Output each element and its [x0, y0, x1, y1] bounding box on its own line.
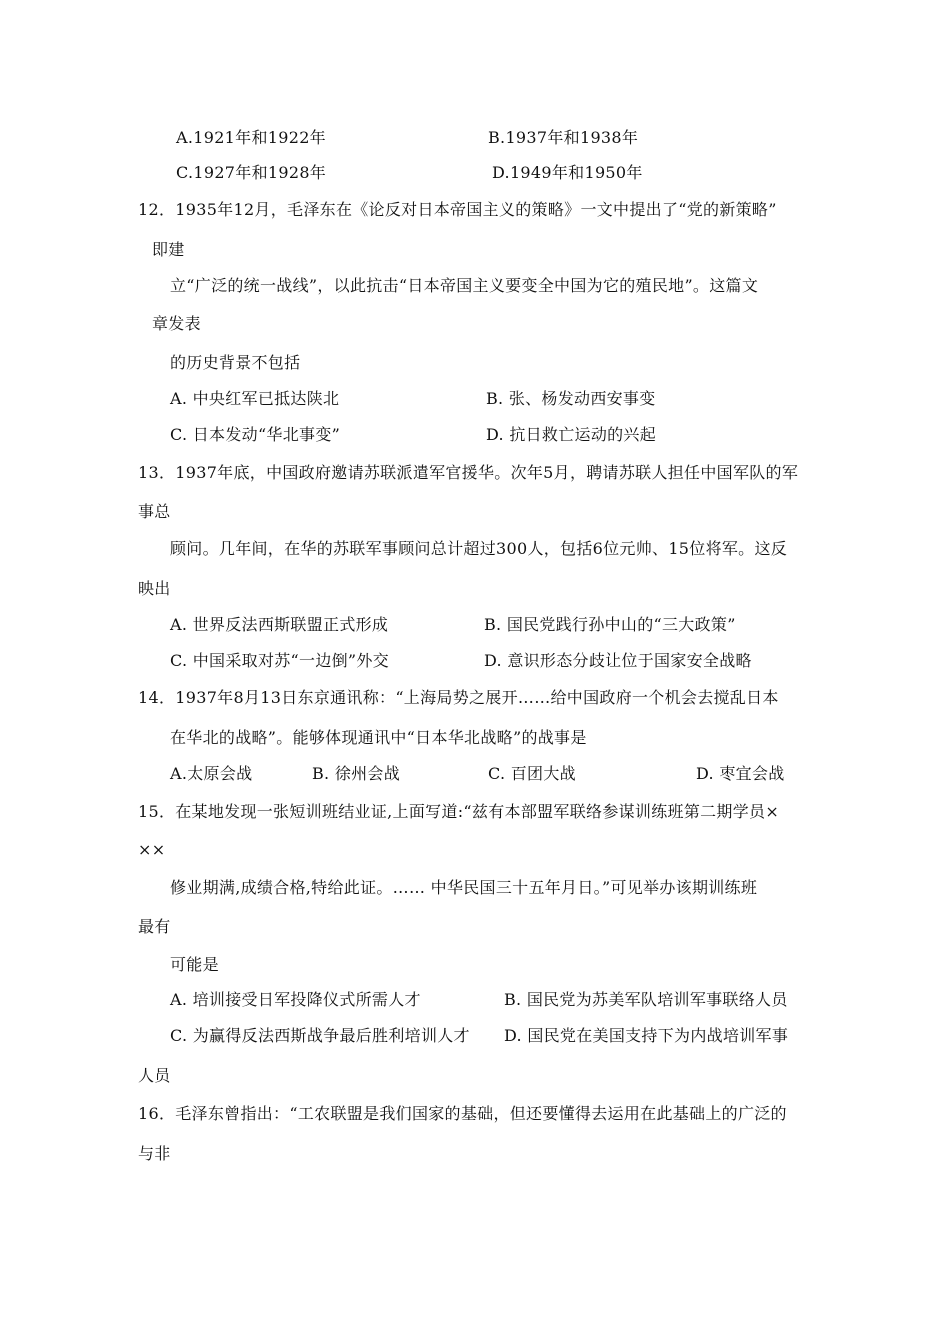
- q14-stem-line-2: 在华北的战略”。能够体现通讯中“日本华北战略”的战事是: [170, 728, 587, 747]
- q15-stem-line-3: 修业期满,成绩合格,特给此证。…… 中华民国三十五年月日。”可见举办该期训练班: [170, 878, 758, 897]
- q12-stem-line-2: 即建: [152, 240, 185, 259]
- q16-stem-line-2: 与非: [138, 1144, 171, 1163]
- q15-stem-line-1: 15．在某地发现一张短训班结业证,上面写道:“兹有本部盟军联络参谋训练班第二期学员×: [138, 802, 780, 821]
- q13-option-b: B. 国民党践行孙中山的“三大政策”: [484, 615, 736, 634]
- q12-option-b: B. 张、杨发动西安事变: [486, 389, 656, 408]
- q15-stem-line-4: 最有: [138, 917, 171, 936]
- q13-stem-line-1: 13．1937年底，中国政府邀请苏联派遣军官援华。次年5月，聘请苏联人担任中国军队的军: [138, 463, 799, 482]
- q15-option-a: A. 培训接受日军投降仪式所需人才: [170, 990, 421, 1009]
- q12-stem-line-4: 章发表: [152, 314, 201, 333]
- q11-option-d: D.1949年和1950年: [492, 163, 643, 182]
- q15-stem-line-5: 可能是: [170, 955, 219, 974]
- q13-option-d: D. 意识形态分歧让位于国家安全战略: [484, 651, 752, 670]
- q12-option-c: C. 日本发动“华北事变”: [170, 425, 341, 444]
- q11-option-b: B.1937年和1938年: [488, 128, 639, 147]
- q15-stem-line-2: ××: [138, 840, 166, 859]
- q13-option-a: A. 世界反法西斯联盟正式形成: [170, 615, 389, 634]
- q14-option-b: B. 徐州会战: [312, 764, 401, 783]
- q12-stem-line-5: 的历史背景不包括: [170, 353, 301, 372]
- q15-option-c: C. 为赢得反法西斯战争最后胜利培训人才: [170, 1026, 470, 1045]
- q13-stem-line-4: 映出: [138, 579, 171, 598]
- q12-option-a: A. 中央红军已抵达陕北: [170, 389, 340, 408]
- q11-option-a: A.1921年和1922年: [176, 128, 326, 147]
- q15-option-b: B. 国民党为苏美军队培训军事联络人员: [504, 990, 788, 1009]
- q14-option-a: A.太原会战: [170, 764, 253, 783]
- q12-option-d: D. 抗日救亡运动的兴起: [486, 425, 657, 444]
- q15-option-d-continued: 人员: [138, 1066, 171, 1085]
- q12-stem-line-1: 12．1935年12月，毛泽东在《论反对日本帝国主义的策略》一文中提出了“党的新策略”: [138, 200, 777, 219]
- q11-option-c: C.1927年和1928年: [176, 163, 327, 182]
- q14-option-c: C. 百团大战: [488, 764, 576, 783]
- q14-stem-line-1: 14．1937年8月13日东京通讯称：“上海局势之展开……给中国政府一个机会去搅乱日本: [138, 688, 779, 707]
- q12-stem-line-3: 立“广泛的统一战线”，以此抗击“日本帝国主义要变全中国为它的殖民地”。这篇文: [170, 276, 759, 295]
- q13-stem-line-3: 顾问。几年间，在华的苏联军事顾问总计超过300人，包括6位元帅、15位将军。这反: [170, 539, 788, 558]
- q13-stem-line-2: 事总: [138, 502, 171, 521]
- q14-option-d: D. 枣宜会战: [696, 764, 785, 783]
- q13-option-c: C. 中国采取对苏“一边倒”外交: [170, 651, 390, 670]
- q16-stem-line-1: 16．毛泽东曾指出：“工农联盟是我们国家的基础，但还要懂得去运用在此基础上的广泛的: [138, 1104, 787, 1123]
- q15-option-d: D. 国民党在美国支持下为内战培训军事: [504, 1026, 789, 1045]
